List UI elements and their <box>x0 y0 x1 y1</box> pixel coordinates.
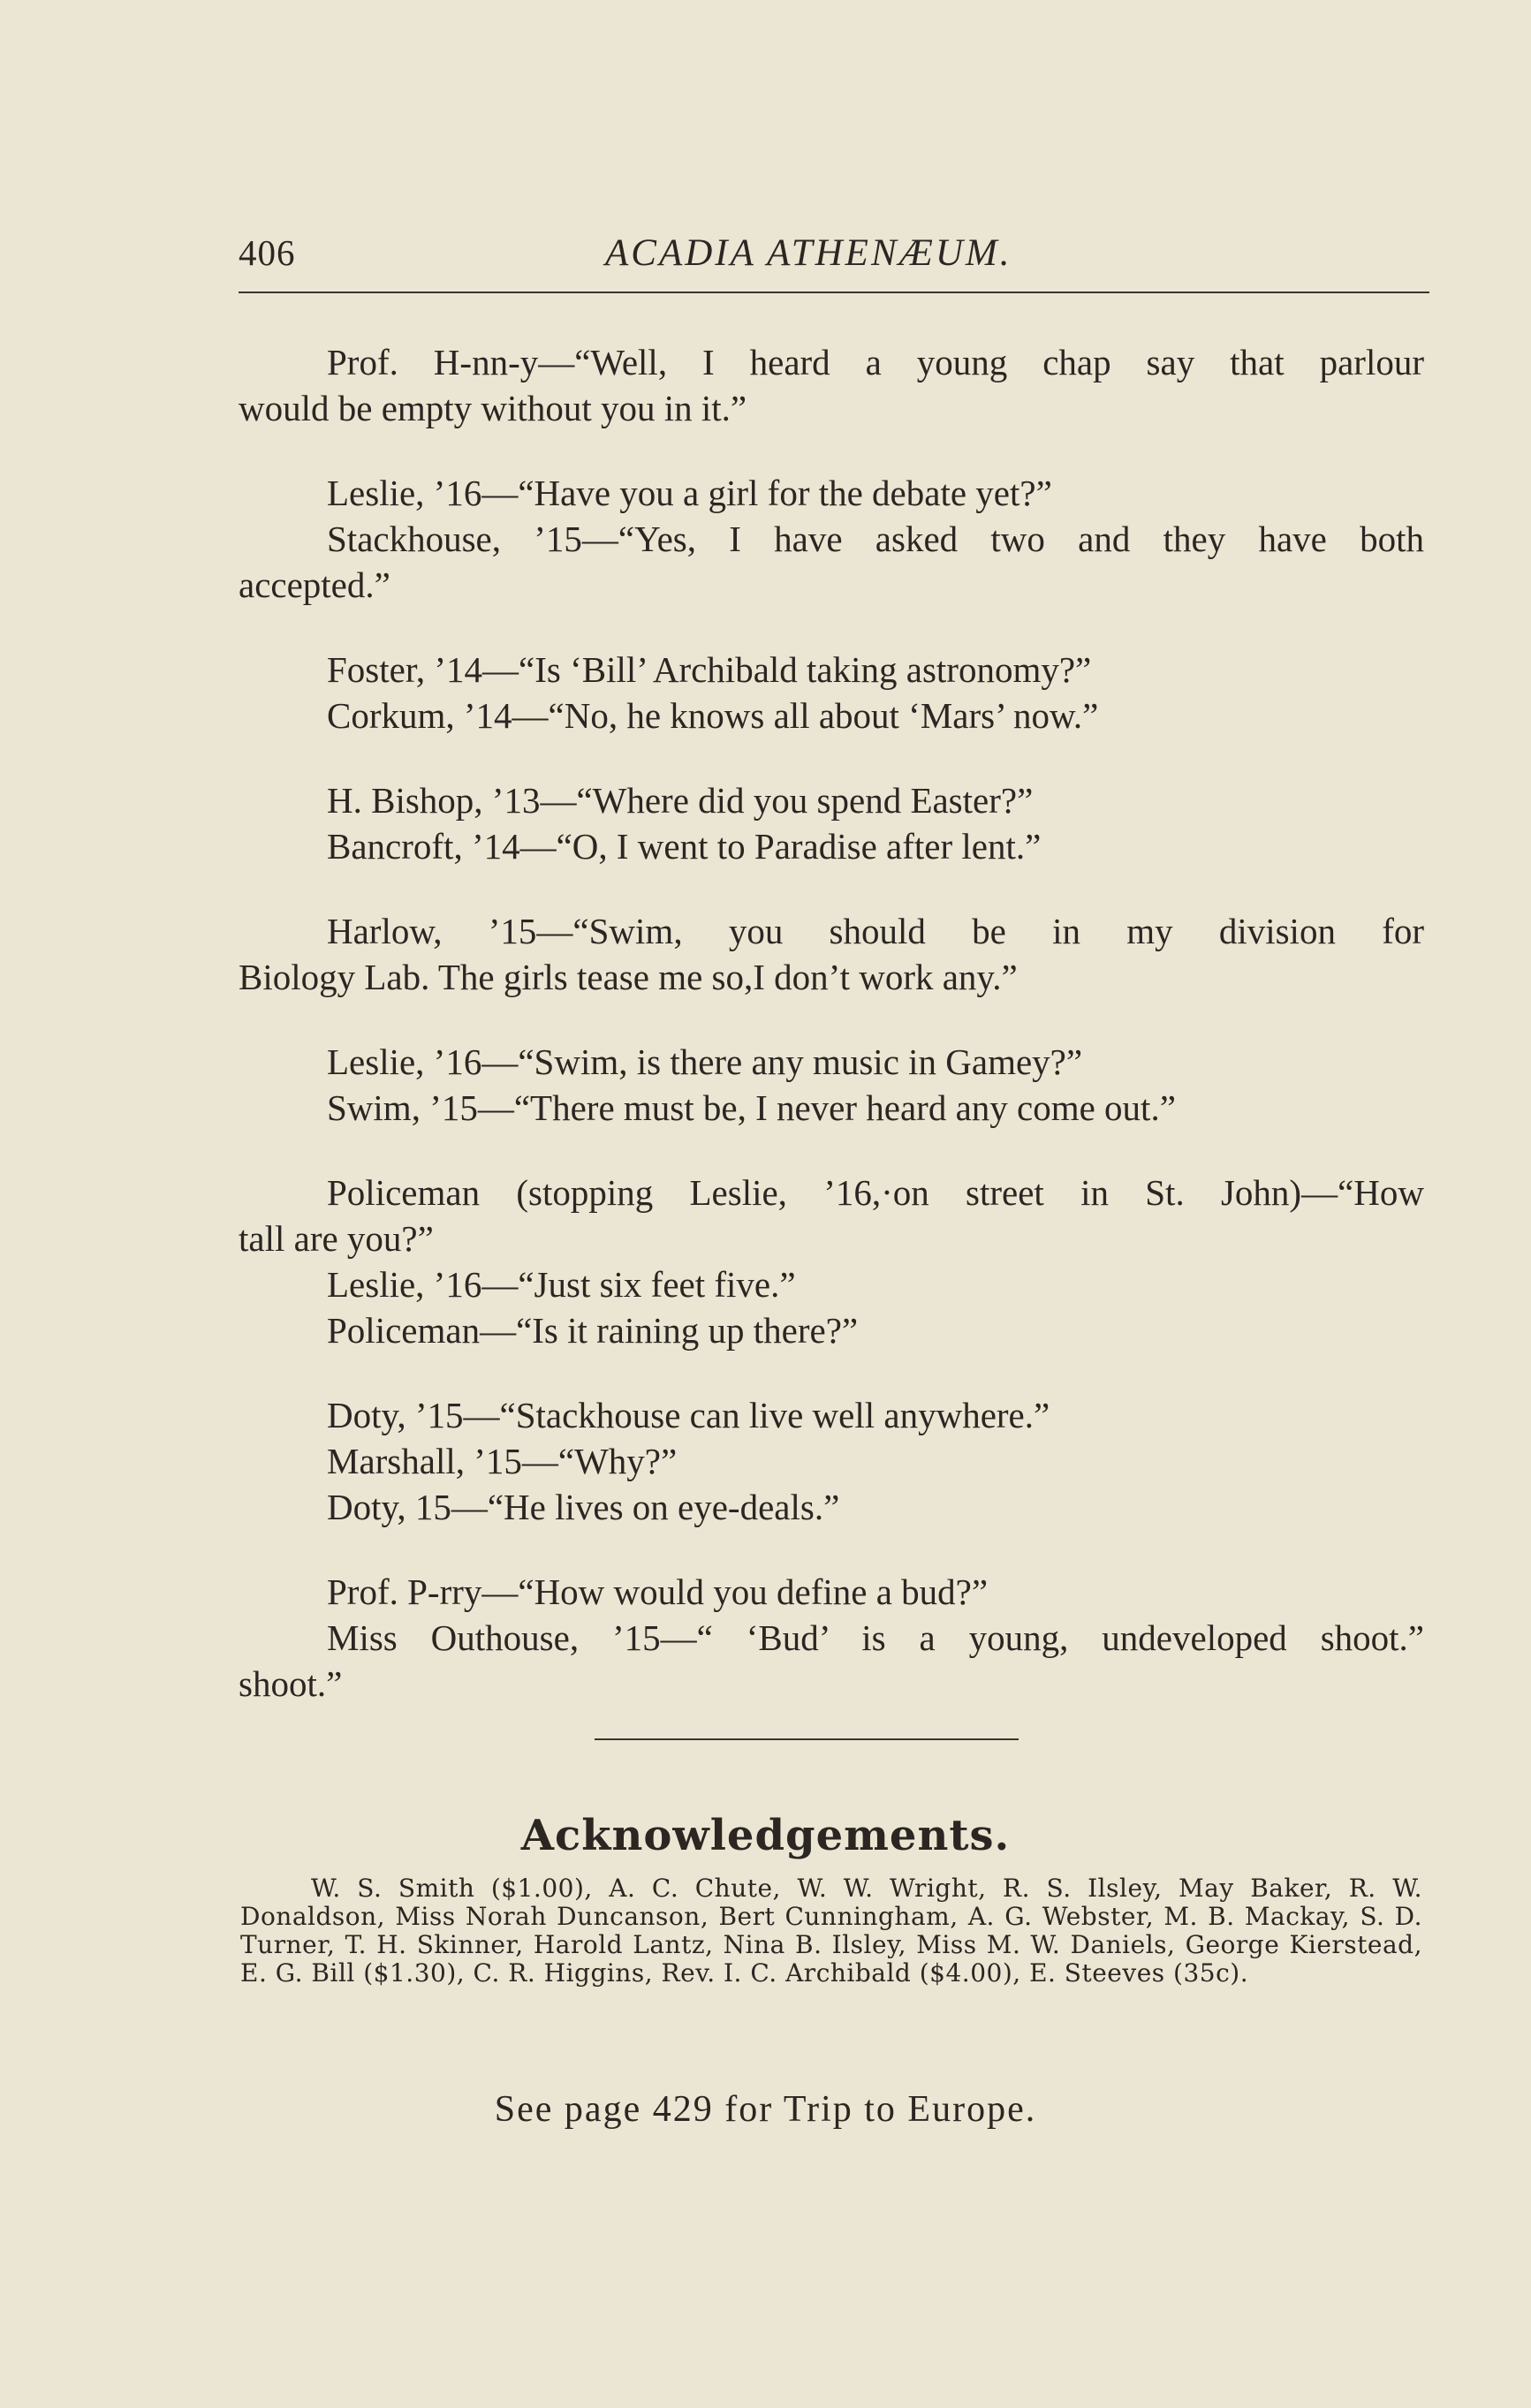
dialogue-line: Swim, ’15—“There must be, I never heard any come out.” <box>327 1087 1176 1128</box>
dialogue-line: Miss Outhouse, ’15—“ ‘Bud’ is a young, undeveloped shoot.” <box>327 1617 1424 1658</box>
dialogue-line: Doty, 15—“He lives on eye-deals.” <box>327 1487 840 1527</box>
dialogue-exchange <box>239 1569 1424 1707</box>
dialogue-line: Biology Lab. The girls tease me so,I don’t work any.” <box>239 957 1018 997</box>
dialogue-line: would be empty without you in it.” <box>239 388 747 428</box>
dialogue-exchange <box>239 1039 1424 1131</box>
dialogue-line: Doty, ’15—“Stackhouse can live well anywhere.” <box>327 1395 1050 1435</box>
acknowledgements-text: W. S. Smith ($1.00), A. C. Chute, W. W. Wright, R. S. Ilsley, May Baker, R. W. Donaldson, Miss Norah Duncanson, Bert Cunningham, A. G. Webster, M. B. Mackay, S. D. Turner, T. H. Skinner, Harold Lantz, Nina B. Ilsley, Miss M. W. Daniels, George Kierstead, E. G. Bill ($1.30), C. R. Higgins, Rev. I. C. Archibald ($4.00), E. Steeves (35c). <box>240 1874 1422 1988</box>
dialogue-line: Harlow, ’15—“Swim, you should be in my division for <box>327 911 1424 951</box>
page-header <box>239 231 1431 284</box>
dialogue-line: Bancroft, ’14—“O, I went to Paradise after lent.” <box>327 826 1042 867</box>
acknowledgements-heading: Acknowledgements. <box>520 1811 1011 1860</box>
dialogue-exchange <box>239 777 1424 869</box>
dialogue-line: Marshall, ’15—“Why?” <box>327 1441 678 1481</box>
dialogue-line: accepted.” <box>239 564 390 605</box>
running-title: ACADIA ATHENÆUM. <box>605 232 1012 274</box>
page-number: 406 <box>239 232 296 273</box>
dialogue-exchange <box>239 339 1424 431</box>
dialogue-line: Leslie, ’16—“Have you a girl for the debate yet?” <box>327 473 1052 513</box>
jokes-column <box>239 339 1424 1745</box>
dialogue-line: Stackhouse, ’15—“Yes, I have asked two and they have both <box>327 519 1424 559</box>
dialogue-line: shoot.” <box>239 1663 343 1704</box>
dialogue-line: Policeman—“Is it raining up there?” <box>327 1310 859 1351</box>
dialogue-line: Policeman (stopping Leslie, ’16,·on street in St. John)—“How <box>327 1172 1424 1213</box>
dialogue-line: Foster, ’14—“Is ‘Bill’ Archibald taking astronomy?” <box>327 649 1092 690</box>
dialogue-line: Leslie, ’16—“Swim, is there any music in Gamey?” <box>327 1041 1083 1082</box>
dialogue-line: Corkum, ’14—“No, he knows all about ‘Mars’ now.” <box>327 695 1099 736</box>
dialogue-line: Prof. P-rry—“How would you define a bud?” <box>327 1571 989 1612</box>
footer-note: See page 429 for Trip to Europe. <box>494 2089 1037 2130</box>
dialogue-line: Leslie, ’16—“Just six feet five.” <box>327 1264 796 1305</box>
dialogue-exchange <box>239 647 1424 738</box>
header-rule <box>239 292 1429 293</box>
dialogue-line: Prof. H-nn-y—“Well, I heard a young chap say that parlour <box>327 342 1424 382</box>
dialogue-exchange <box>239 1392 1424 1530</box>
dialogue-exchange <box>239 908 1424 1000</box>
section-divider <box>595 1738 1019 1740</box>
dialogue-line: H. Bishop, ’13—“Where did you spend Easter?” <box>327 780 1034 821</box>
dialogue-line: tall are you?” <box>239 1218 434 1259</box>
dialogue-exchange <box>239 470 1424 608</box>
dialogue-exchange <box>239 1170 1424 1353</box>
